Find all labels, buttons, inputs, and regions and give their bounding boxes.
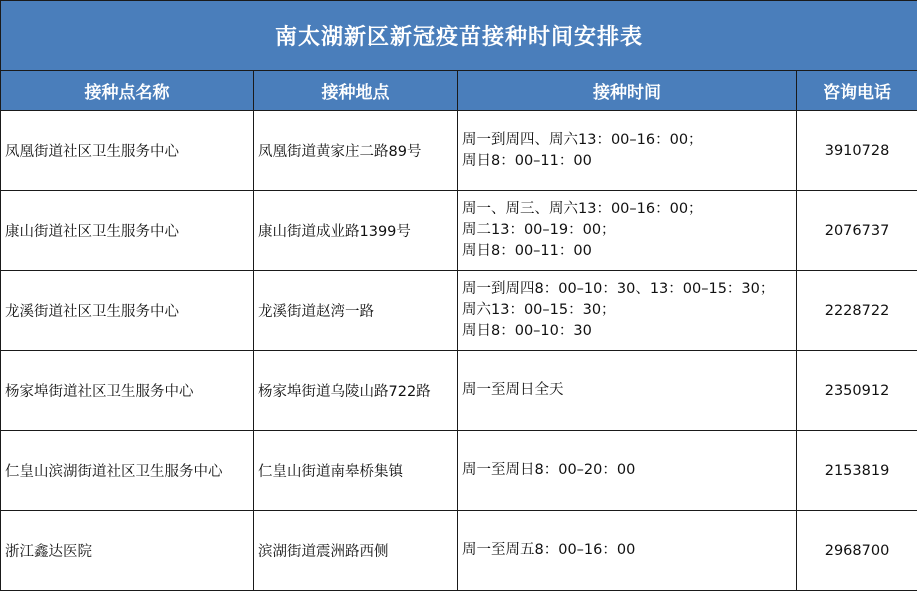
table-row [1, 111, 917, 191]
site-name-cell: 杨家埠街道社区卫生服务中心 [1, 351, 254, 431]
site-location-cell: 仁皇山街道南皋桥集镇 [254, 431, 458, 511]
title-row [1, 1, 917, 71]
site-location-cell: 滨湖街道震洲路西侧 [254, 511, 458, 591]
phone-cell: 3910728 [797, 111, 917, 191]
phone-cell: 2076737 [797, 191, 917, 271]
site-location-cell: 龙溪街道赵湾一路 [254, 271, 458, 351]
schedule-time-line: 周一至周日8：00–20：00 [462, 462, 636, 478]
site-name-cell: 仁皇山滨湖街道社区卫生服务中心 [1, 431, 254, 511]
site-name-cell: 龙溪街道社区卫生服务中心 [1, 271, 254, 351]
phone-cell: 2968700 [797, 511, 917, 591]
schedule-time-cell [458, 271, 797, 351]
phone-cell: 2228722 [797, 271, 917, 351]
schedule-time-cell [458, 191, 797, 271]
schedule-time-cell [458, 511, 797, 591]
table-row [1, 271, 917, 351]
schedule-time-line: 周一、周三、周六13：00–16：00； [462, 201, 703, 217]
site-name-cell: 浙江鑫达医院 [1, 511, 254, 591]
header-name: 接种点名称 [1, 71, 254, 111]
table-row [1, 191, 917, 271]
site-name-cell: 康山街道社区卫生服务中心 [1, 191, 254, 271]
schedule-time-line: 周六13：00–15：30； [462, 302, 616, 318]
schedule-time-line: 周一至周五8：00–16：00 [462, 542, 636, 558]
schedule-time-cell [458, 111, 797, 191]
site-location-cell: 杨家埠街道乌陵山路722路 [254, 351, 458, 431]
schedule-time-line: 周二13：00–19：00； [462, 222, 616, 238]
table-row [1, 431, 917, 511]
schedule-time-line: 周一到周四8：00–10：30、13：00–15：30； [462, 281, 775, 297]
table-row [1, 511, 917, 591]
header-location: 接种地点 [254, 71, 458, 111]
site-location-cell: 凤凰街道黄家庄二路89号 [254, 111, 458, 191]
phone-cell: 2350912 [797, 351, 917, 431]
schedule-time-line: 周日8：00–11：00 [462, 243, 592, 259]
schedule-time-cell [458, 431, 797, 511]
schedule-time-line: 周日8：00–11：00 [462, 152, 592, 169]
schedule-time-line: 周一到周四、周六13：00–16：00； [462, 131, 703, 148]
schedule-time-line: 周日8：00–10：30 [462, 323, 592, 339]
table-row [1, 351, 917, 431]
header-time: 接种时间 [458, 71, 797, 111]
header-phone: 咨询电话 [797, 71, 917, 111]
table-title: 南太湖新区新冠疫苗接种时间安排表 [1, 1, 917, 71]
schedule-time-line: 周一至周日全天 [462, 382, 564, 398]
site-name-cell: 凤凰街道社区卫生服务中心 [1, 111, 254, 191]
site-location-cell: 康山街道成业路1399号 [254, 191, 458, 271]
header-row [1, 71, 917, 111]
schedule-time-cell [458, 351, 797, 431]
phone-cell: 2153819 [797, 431, 917, 511]
